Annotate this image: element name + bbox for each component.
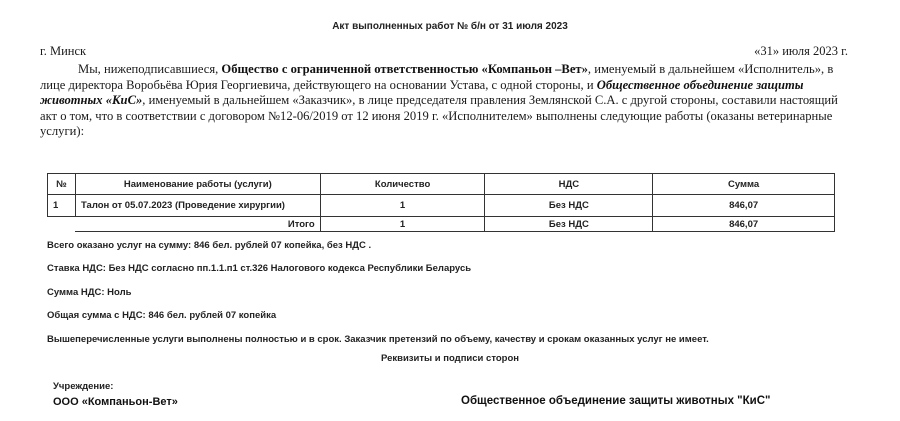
works-table xyxy=(47,173,835,232)
document-date: «31» июля 2023 г. xyxy=(754,44,848,58)
institution-label: Учреждение: xyxy=(53,381,114,392)
row-num: 1 xyxy=(48,195,76,217)
total-services-line: Всего оказано услуг на сумму: 846 бел. рублей 07 копейка, без НДС . xyxy=(47,240,372,251)
vat-amount-line: Сумма НДС: Ноль xyxy=(47,287,132,298)
no-claims-line: Вышеперечисленные услуги выполнены полностью и в срок. Заказчик претензий по объему, качеству и срокам оказанных услуг не имеет. xyxy=(47,334,709,345)
total-sum: 846,07 xyxy=(653,217,835,232)
header-name: Наименование работы (услуги) xyxy=(75,174,320,195)
row-qty: 1 xyxy=(320,195,485,217)
table-row xyxy=(48,195,835,217)
row-name: Талон от 05.07.2023 (Проведение хирургии) xyxy=(75,195,320,217)
row-vat: Без НДС xyxy=(485,195,653,217)
header-num: № xyxy=(48,174,76,195)
contractor-signature-name: ООО «Компаньон-Вет» xyxy=(53,396,178,408)
total-qty: 1 xyxy=(320,217,485,232)
header-qty: Количество xyxy=(320,174,485,195)
contractor-name: Общество с ограниченной ответственностью «Компаньон –Вет» xyxy=(221,62,588,76)
row-sum: 846,07 xyxy=(653,195,835,217)
intro-text-1: Мы, нижеподписавшиеся, xyxy=(78,62,222,76)
document-title: Акт выполненных работ № б/н от 31 июля 2023 xyxy=(332,21,568,32)
total-with-vat-line: Общая сумма с НДС: 846 бел. рублей 07 копейка xyxy=(47,310,277,321)
intro-text-3: , именуемый в дальнейшем «Заказчик», в лице председателя правления Землянской С.А. с другой стороны, составили настоящий акт о том, что в соответствии с договором №12-06/2019 от 12 июня 2019 г. «Исполнителем» выполнены следующие работы (оказаны ветеринарные услуги): xyxy=(40,93,838,138)
header-sum: Сумма xyxy=(653,174,835,195)
table-total-row xyxy=(48,217,835,232)
customer-signature-name: Общественное объединение защиты животных "КиС" xyxy=(461,395,771,407)
total-vat: Без НДС xyxy=(485,217,653,232)
customer-name: Общественное объединение защиты животных «КиС» xyxy=(40,77,804,107)
intro-text-2: , именуемый в дальнейшем «Исполнитель», в лице директора Воробьёва Юрия Георгиевича, действующего на основании Устава, с одной стороны, и xyxy=(40,62,834,92)
vat-rate-line: Ставка НДС: Без НДС согласно пп.1.1.п1 ст.326 Налогового кодекса Республики Беларусь xyxy=(47,263,472,274)
table-header-row xyxy=(48,174,835,195)
total-label: Итого xyxy=(75,217,320,232)
intro-paragraph xyxy=(40,62,850,140)
requisites-heading: Реквизиты и подписи сторон xyxy=(380,353,519,364)
header-vat: НДС xyxy=(485,174,653,195)
total-empty-cell xyxy=(48,217,76,232)
city: г. Минск xyxy=(40,44,87,58)
